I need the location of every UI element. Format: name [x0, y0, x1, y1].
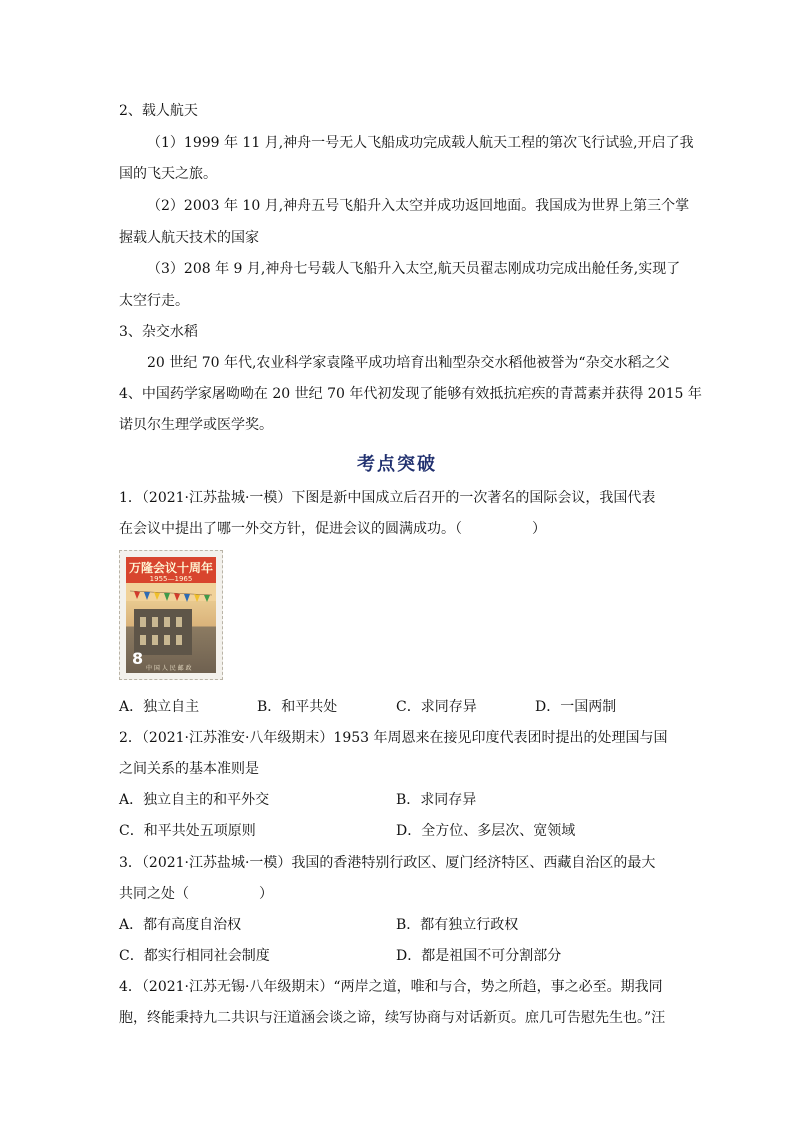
q1-option-a: A．独立自主: [119, 699, 200, 715]
q2-option-b: B．求同存异: [396, 792, 477, 808]
stamp-country: 中 国 人 民 邮 政: [146, 665, 192, 672]
q3-option-c: C．都实行相同社会制度: [119, 948, 270, 964]
q2-option-d: D．全方位、多层次、宽领域: [396, 823, 576, 839]
question-1-text: 在会议中提出了哪一外交方针，促进会议的圆满成功。（ ）: [119, 521, 546, 537]
paragraph-line: 20 世纪 70 年代,农业科学家袁隆平成功培育出籼型杂交水稻他被誉为“杂交水稻之父: [147, 355, 670, 371]
question-4-text: 胞，终能秉持九二共识与汪道涵会谈之谛，续写协商与对话新页。庶几可告慰先生也。”汪: [119, 1010, 666, 1026]
section-title-manned-spaceflight: 2、载人航天: [119, 103, 198, 119]
stamp-years: 1955—1965: [149, 575, 193, 583]
paragraph-line: 诺贝尔生理学或医学奖。: [119, 417, 273, 433]
bandung-stamp-image: [119, 550, 223, 680]
paragraph-line: （1）1999 年 11 月,神舟一号无人飞船成功完成载人航天工程的第次飞行试验,开启了我: [147, 135, 694, 151]
stamp-value: 8: [132, 649, 144, 668]
bunting-flags-icon: [130, 589, 212, 603]
question-1-text: 1．（2021·江苏盐城·一模）下图是新中国成立后召开的一次著名的国际会议，我国代表: [119, 490, 656, 506]
paragraph-line: 国的飞天之旅。: [119, 166, 217, 182]
q3-option-a: A．都有高度自治权: [119, 917, 242, 933]
section-heading: 考点突破: [357, 454, 437, 475]
question-3-text: 3．（2021·江苏盐城·一模）我国的香港特别行政区、厦门经济特区、西藏自治区的最大: [119, 855, 656, 871]
q3-option-b: B．都有独立行政权: [396, 917, 519, 933]
q3-option-d: D．都是祖国不可分割部分: [396, 948, 562, 964]
question-2-text: 2．（2021·江苏淮安·八年级期末）1953 年周恩来在接见印度代表团时提出的处理国与国: [119, 730, 668, 746]
question-3-text: 共同之处（ ）: [119, 886, 273, 902]
q2-option-c: C．和平共处五项原则: [119, 823, 256, 839]
paragraph-line: （2）2003 年 10 月,神舟五号飞船升入太空并成功返回地面。我国成为世界上第三个掌: [147, 198, 690, 214]
paragraph-line: 4、中国药学家屠呦呦在 20 世纪 70 年代初发现了能够有效抵抗疟疾的青蒿素并获得 2015 年: [119, 386, 702, 402]
q1-option-d: D．一国两制: [535, 699, 617, 715]
q2-option-a: A．独立自主的和平外交: [119, 792, 270, 808]
q1-option-c: C．求同存异: [396, 699, 477, 715]
paragraph-line: （3）208 年 9 月,神舟七号载人飞船升入太空,航天员翟志刚成功完成出舱任务,实现了: [147, 261, 681, 277]
q1-option-b: B．和平共处: [257, 699, 338, 715]
question-2-text: 之间关系的基本准则是: [119, 761, 259, 777]
paragraph-line: 太空行走。: [119, 293, 189, 309]
paragraph-line: 握载人航天技术的国家: [119, 230, 259, 246]
section-title-hybrid-rice: 3、杂交水稻: [119, 324, 198, 340]
question-4-text: 4．（2021·江苏无锡·八年级期末）“两岸之道，唯和与合，势之所趋，事之必至。期我同: [119, 979, 663, 995]
stamp-title: 万隆会议十周年: [128, 561, 213, 575]
